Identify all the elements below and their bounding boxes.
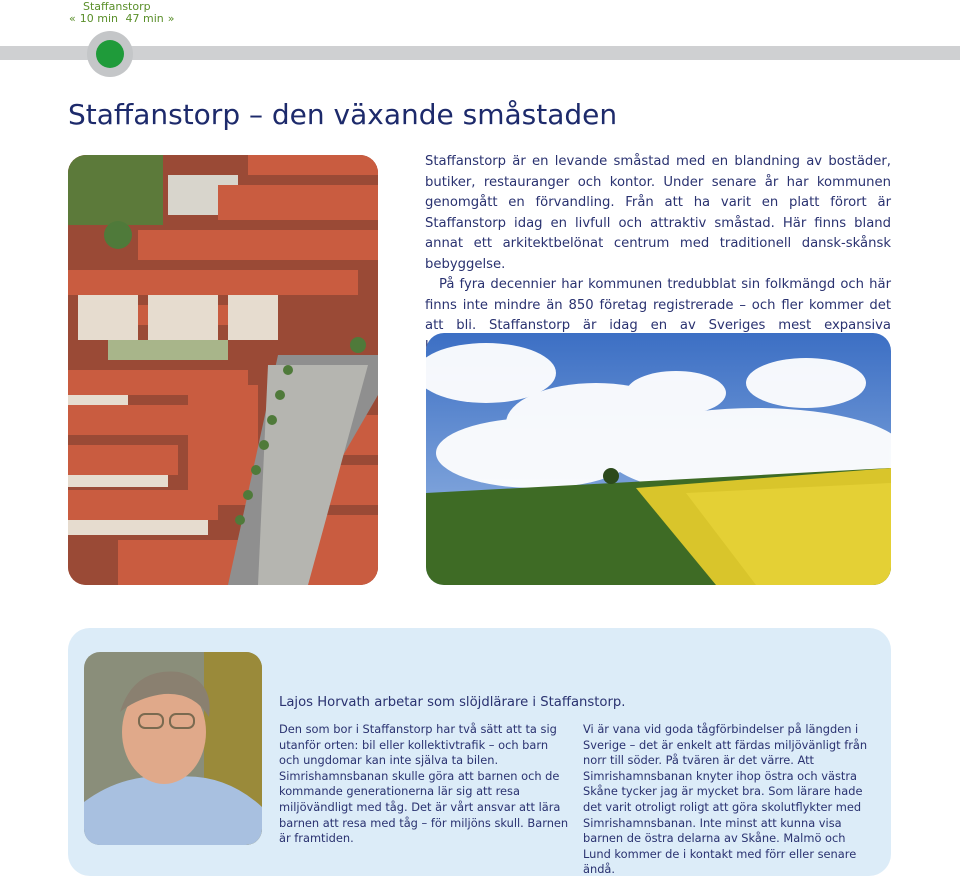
intro-text	[425, 152, 891, 357]
testimonial-heading: Lajos Horvath arbetar som slöjdlärare i Staffanstorp.	[279, 695, 626, 710]
aerial-town-photo	[68, 155, 378, 585]
testimonial-column-left	[279, 722, 569, 847]
header-divider-bar	[0, 46, 960, 60]
rapeseed-field-photo	[426, 333, 891, 585]
next-arrow[interactable]: »	[167, 12, 175, 25]
testimonial-text-right: Vi är vana vid goda tågförbindelser på längden i Sverige – det är enkelt att färdas miljövänligt från norr till söder. På tvären är det värre. Att Simrishamnsbanan knyter ihop östra och västra Skåne tycker jag är mycket bra. Som lärare hade det varit otroligt roligt att göra skolutflykter med Simrishamnsbanan. Inte minst att kunna visa barnen de östra delarna av Skåne. Malmö och Lund kommer de i kontakt med förr eller senare ändå.	[583, 722, 868, 877]
green-dot-badge-icon	[87, 31, 133, 77]
section-label: Staffanstorp	[83, 0, 151, 13]
time-right: 47 min	[125, 12, 164, 25]
testimonial-text-left: Den som bor i Staffanstorp har två sätt att ta sig utanför orten: bil eller kollektivtrafik – och barn och ungdomar kan inte själva ta bilen. Simrishamnsbanan skulle göra att barnen och de kommande generationerna lär sig att resa miljövändligt med tåg. Det är vårt ansvar att lära barnen att resa med tåg – för miljöns skull. Barnen är framtiden.	[279, 722, 569, 846]
prev-arrow[interactable]: «	[69, 12, 76, 25]
page-title: Staffanstorp – den växande småstaden	[68, 98, 618, 131]
testimonial-column-right	[583, 722, 873, 878]
time-left: 10 min	[79, 12, 118, 25]
intro-paragraph-2: På fyra decennier har kommunen tredubblat sin folkmängd och här finns inte mindre än 850 företag registrerade – och fler kommer det att bli. Staffanstorp är idag en av Sveriges mest expansiva	[425, 277, 891, 333]
reading-time-nav	[69, 12, 178, 25]
intro-paragraph-1: Staffanstorp är en levande småstad med en blandning av bostäder, butiker, restauranger och kontor. Under senare år har kommunen genomgått en förvandling. Från att ha varit en platt förort är Staffanstorp idag en livfull och attraktiv småstad. Här finns bland annat ett arkitektbelönat centrum med traditionell dansk-skånsk bebyggelse.	[425, 154, 891, 272]
portrait-photo	[84, 652, 262, 845]
